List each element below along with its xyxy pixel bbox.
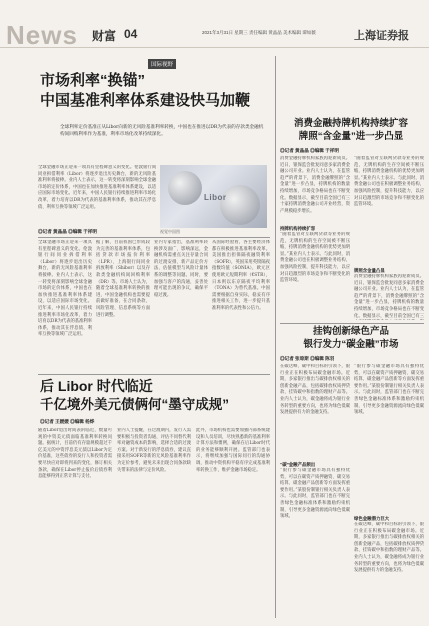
image-caption: 视觉中国图	[160, 229, 180, 234]
right-top-title-line1: 消费金融持牌机构持续扩容	[293, 118, 408, 129]
libor-image-text: Libor	[204, 193, 227, 202]
bottom-body-col1: 随着Libor退出时间表的临近，数量可观的中资美元债面临基准利率转换问题。据统计，目前仍有存量规模超过千亿美元的中资浮息美元债以Libor为定价基准，这些债券的发行人和投资者需要尽快应对即将到来的变化，修订相关条款，确保在Libor停止报价后债券利息能够得到正常计算与支付。	[38, 428, 112, 480]
right-mid-body-col1: 在碳达峰、碳中和目标的引领下，银行业正在积极布局碳金融市场。近期，多家银行推出与碳排放权相关的创新金融产品，包括碳排放权质押贷款、挂钩碳中和指数的理财产品等。业内人士认为，碳金融将成为银行业务转型的重要方向，也将为绿色低碳发展提供有力的金融支持。	[280, 364, 350, 416]
right-mid-subhead1: “碳”金融产品频出	[280, 462, 316, 467]
right-mid-subhead2: 绿色金融潜力巨大	[354, 516, 390, 521]
date-line: 2021年3月31日 星期三 责任编辑 黄晶晶 美术编辑 谭如薇	[202, 30, 316, 35]
right-mid-body-col2: “银行参与碳金融市场具有独特优势，可以在碳资产质押融资、碳交易结算、碳金融产品创新等方面发挥重要作用。”某股份制银行相关负责人表示。与此同时，监管部门也在不断完善绿色金融标准体系和激励约束机制，引导更多金融资源流向绿色低碳领域。	[354, 364, 424, 416]
news-logo: News	[6, 20, 78, 50]
lead-body-upper: 全球金融市场正迎来一项具有里程碑意义的变化。伦敦银行间同业拆借利率（Libor）将逐步退出历史舞台，新的无风险基准利率将接棒。业内人士表示，这一转变将深刻影响全球金融市场的定价体系，中国也在加快推进基准利率体系建设，以适应国际市场变化。近年来，中国人民银行持续推进利率市场化改革，着力培育以DR为代表的基准利率体系，推动其在浮息债、利率互换等领域广泛运用。	[38, 165, 156, 210]
bottom-title-line1: 后 Libor 时代临近	[40, 378, 153, 394]
lead-title-line1: 市场利率“换锚”	[40, 72, 146, 89]
section-name: 财富	[92, 29, 117, 43]
coin-shape	[168, 171, 202, 205]
right-top-body-col1b: “随着监管对互联网贷款等业务的规范，无牌机构的生存空间被不断压缩，持牌消费金融机构的优势更加明显。”某业内人士表示。与此同时，消费金融公司也在积极调整业务结构，加强风险控制，提升科技能力，以应对日趋激烈的市场竞争和不断变化的监管环境。	[280, 232, 350, 284]
right-mid-byline: ◎记者 张琼斯 ◎编辑 陈羽	[280, 356, 335, 361]
lead-lede: 全球利率定价基准正从Libor向新的无风险基准利率转换，中国也在推进以DR为代表的存款类金融机构间回购利率作为基准，利率市场化改革持续深化。	[60, 125, 264, 137]
coin-shape	[220, 185, 260, 225]
right-mid-body-col1b: “银行参与碳金融市场具有独特优势，可以在碳资产质押融资、碳交易结算、碳金融产品创新等方面发挥重要作用。”某股份制银行相关负责人表示。与此同时，监管部门也在不断完善绿色金融标准体系和激励约束机制，引导更多金融资源流向绿色低碳领域。	[280, 468, 350, 520]
lead-byline: ◎记者 黄晶晶 ◎编辑 于祥明	[38, 229, 97, 234]
right-mid-title-line1: 挂钩创新绿色产品	[312, 326, 389, 337]
lead-kicker: 国际视野	[148, 59, 176, 69]
right-top-subhead2: 牌照含金量凸显	[354, 268, 385, 273]
bottom-body-col3: 此外，市场机构也需要加强内部系统建设和人员培训，尽快熟悉新的基准利率计算方法和惯例，确保在后Libor时代的业务能够顺利开展。监管部门也表示，将继续加强与国际同行的沟通协调，推动中资机构平稳有序完成基准利率转换工作，维护金融市场稳定。	[196, 428, 270, 473]
divider	[38, 237, 270, 238]
divider	[38, 374, 270, 375]
right-top-title-line2: 牌照“含金量”进一步凸显	[298, 131, 404, 142]
page-number: 04	[124, 27, 138, 41]
right-top-body-col2: “随着监管对互联网贷款等业务的规范，无牌机构的生存空间被不断压缩，持牌消费金融机构的优势更加明显。”某业内人士表示。与此同时，消费金融公司也在积极调整业务结构，加强风险控制，提升科技能力，以应对日趋激烈的市场竞争和不断变化的监管环境。	[354, 156, 424, 208]
bottom-title-line2: 千亿境外美元债俩何“墨守成规”	[40, 397, 229, 412]
newspaper-name: 上海证券报	[354, 29, 409, 42]
lead-title-line2: 中国基准利率体系建设快马加鞭	[40, 92, 251, 109]
lead-body-col3: 业内专家指出，基准利率转换涉及面广、影响深远，金融机构需重点关注存量合同的过渡安排、新产品定价方法、估值模型与风险计量体系的调整等问题。同时，要加强与客户的沟通，妥善处理可能出现的争议，确保平稳过渡。	[154, 240, 208, 298]
right-mid-title-line2: 银行发力“碳金融”市场	[303, 339, 399, 350]
right-mid-body-col2b: 在碳达峰、碳中和目标的引领下，银行业正在积极布局碳金融市场。近期，多家银行推出与碳排放权相关的创新金融产品，包括碳排放权质押贷款、挂钩碳中和指数的理财产品等。业内人士认为，碳金融将成为银行业务转型的重要方向，也将为绿色低碳发展提供有力的金融支持。	[354, 522, 424, 574]
bottom-byline: ◎记者 王媛媛 ◎编辑 杨烨	[40, 419, 95, 424]
right-top-body-col1: 消费金融持牌机构家族再迎新成员。近日，银保监会批复同意多家消费金融公司开业。业内人士认为，在监管趋严的背景下，消费金融牌照的“含金量”进一步凸显，持牌机构的数量持续增加，市场竞争格局也在不断变化。数据显示，截至目前全国已有三十家持牌消费金融公司开业经营，资产规模稳步增长。	[280, 156, 350, 214]
right-top-body-col2b: 消费金融持牌机构家族再迎新成员。近日，银保监会批复同意多家消费金融公司开业。业内人士认为，在监管趋严的背景下，消费金融牌照的“含金量”进一步凸显，持牌机构的数量持续增加，市场竞争格局也在不断变化。数据显示，截至目前全国已有三	[354, 274, 424, 319]
page-header	[0, 0, 429, 48]
right-top-subhead1: 持牌机构持续扩容	[280, 226, 316, 231]
lead-body-col1: 全球金融市场正迎来一项具有里程碑意义的变化。伦敦银行间同业拆借利率（Libor）将逐步退出历史舞台，新的无风险基准利率将接棒。业内人士表示，这一转变将深刻影响全球金融市场的定价体系，中国也在加快推进基准利率体系建设，以适应国际市场变化。近年来，中国人民银行持续推进利率市场化改革，着力培育以DR为代表的基准利率体系，推动其在浮息债、利率互换等领域广泛运用。	[38, 240, 92, 338]
lead-body-col4: 从国际经验看，各主要经济体都在积极推进基准利率改革。美国推出担保隔夜融资利率（SOFR），英国采用英镑隔夜指数均值（SONIA），欧元区使用欧元短期利率（€STR），日本则以东京隔夜平均利率（TONA）为替代基准。中国需要根据自身实际，稳妥有序推进相关工作，进一步提升基准利率的代表性和公信力。	[212, 240, 270, 311]
divider	[280, 323, 424, 324]
bottom-body-col2: 业内人士提醒，在过渡期内，发行人需要积极与投资者沟通，评估不同替代利率对融资成本的影响，选择合适的过渡方案。对于新发行的浮息债券，建议直接采用SOFR等新的无风险基准利率作为定价参考，避免未来出现合同条款缺失带来的法律与定价风险。	[117, 428, 191, 473]
column-divider	[275, 56, 276, 618]
lead-body-col2: 据了解，目前我国已形成较为完善的基准利率体系，包括贷款市场报价利率（LPR）、上海银行间同业拆放利率（Shibor）以及存款类金融机构间回购利率（DR）等。市场人士认为，随着全球基准利率转换的推进，中国金融机构也需要提前做好准备，在合同条款、风险管理、信息系统等方面进行调整。	[96, 240, 150, 318]
libor-photo	[160, 165, 267, 228]
right-top-byline: ◎记者 黄晶晶 ◎编辑 于祥明	[280, 148, 339, 153]
